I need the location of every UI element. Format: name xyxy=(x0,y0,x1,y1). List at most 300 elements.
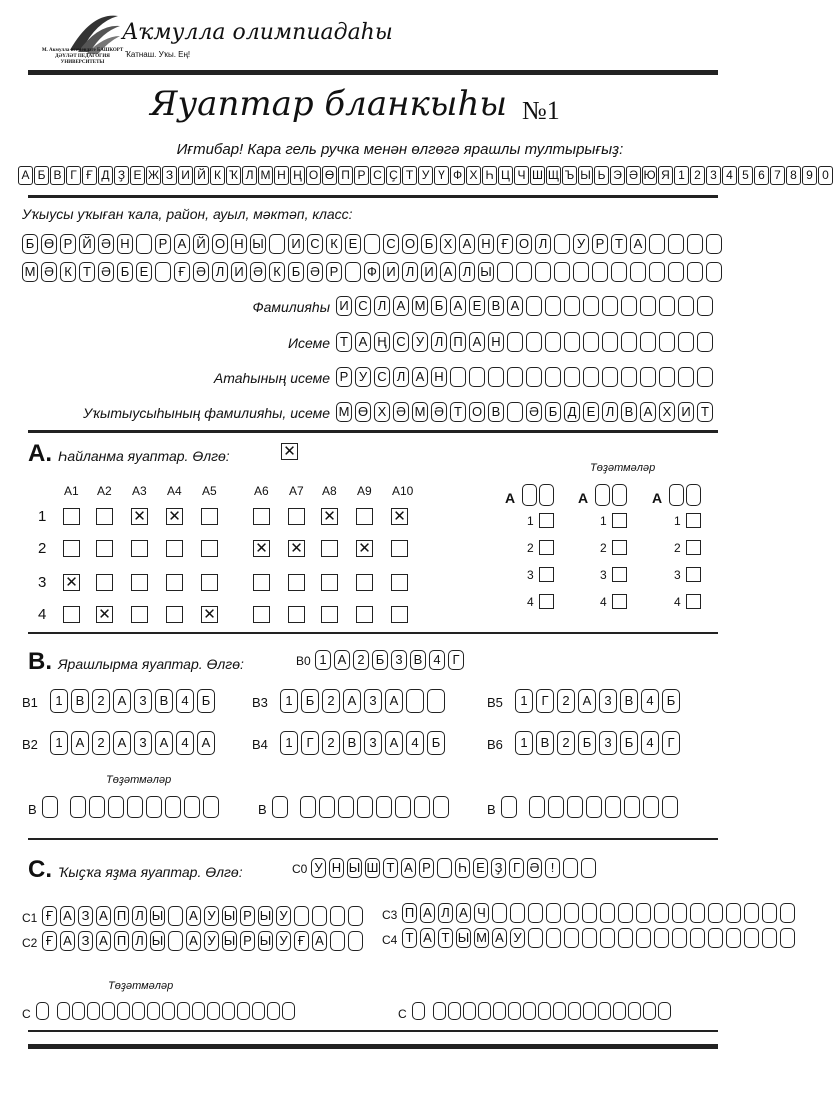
letter-cell[interactable] xyxy=(554,262,570,282)
letter-cell[interactable] xyxy=(102,1002,115,1020)
letter-cell[interactable] xyxy=(697,332,713,352)
letter-cell[interactable]: 1 xyxy=(280,689,298,713)
letter-cell[interactable] xyxy=(567,796,583,818)
letter-cell[interactable]: Г xyxy=(536,689,554,713)
field-cells[interactable] xyxy=(336,332,716,352)
letter-cell[interactable]: М xyxy=(336,402,352,422)
answer-cells[interactable] xyxy=(402,903,798,923)
letter-cell[interactable] xyxy=(203,796,219,818)
answer-checkbox[interactable] xyxy=(96,508,113,525)
letter-cell[interactable] xyxy=(643,796,659,818)
letter-cell[interactable]: Л xyxy=(431,332,447,352)
letter-cell[interactable] xyxy=(117,1002,130,1020)
letter-cell[interactable] xyxy=(662,796,678,818)
answer-cells[interactable] xyxy=(50,731,218,755)
letter-cell[interactable] xyxy=(564,332,580,352)
letter-cell[interactable]: Х xyxy=(374,402,390,422)
letter-cell[interactable]: 1 xyxy=(515,731,533,755)
letter-cell[interactable] xyxy=(592,262,608,282)
letter-cell[interactable]: А xyxy=(412,367,428,387)
letter-cell[interactable]: Б xyxy=(662,689,680,713)
letter-cell[interactable] xyxy=(528,928,543,948)
correction-number-cell[interactable] xyxy=(522,484,537,506)
correction-number-cell[interactable] xyxy=(669,484,684,506)
letter-cell[interactable]: Ы xyxy=(250,234,266,254)
letter-cell[interactable] xyxy=(583,332,599,352)
letter-cell[interactable]: А xyxy=(401,858,416,878)
letter-cell[interactable]: Ә xyxy=(41,262,57,282)
letter-cell[interactable] xyxy=(546,903,561,923)
answer-checkbox[interactable] xyxy=(63,606,80,623)
letter-cell[interactable] xyxy=(672,903,687,923)
letter-cell[interactable]: Ы xyxy=(258,906,273,926)
answer-checkbox[interactable]: ✕ xyxy=(391,508,408,525)
letter-cell[interactable] xyxy=(697,367,713,387)
letter-cell[interactable] xyxy=(678,296,694,316)
letter-cell[interactable] xyxy=(640,367,656,387)
letter-cell[interactable] xyxy=(36,1002,49,1020)
letter-cell[interactable]: Л xyxy=(132,931,147,951)
letter-cell[interactable]: А xyxy=(420,928,435,948)
letter-cell[interactable]: Д xyxy=(564,402,580,422)
letter-cell[interactable] xyxy=(687,234,703,254)
letter-cell[interactable] xyxy=(294,906,309,926)
letter-cell[interactable] xyxy=(583,296,599,316)
letter-cell[interactable]: Р xyxy=(419,858,434,878)
letter-cell[interactable] xyxy=(469,367,485,387)
letter-cell[interactable] xyxy=(583,367,599,387)
answer-checkbox[interactable] xyxy=(288,508,305,525)
letter-cell[interactable] xyxy=(762,903,777,923)
letter-cell[interactable]: Т xyxy=(611,234,627,254)
letter-cell[interactable] xyxy=(414,796,430,818)
letter-cell[interactable]: А xyxy=(186,906,201,926)
letter-cell[interactable]: Ҙ xyxy=(491,858,506,878)
letter-cell[interactable]: А xyxy=(197,731,215,755)
letter-cell[interactable] xyxy=(687,262,703,282)
letter-cell[interactable] xyxy=(546,928,561,948)
letter-cell[interactable]: М xyxy=(474,928,489,948)
answer-cells[interactable] xyxy=(402,928,798,948)
letter-cell[interactable]: В xyxy=(71,689,89,713)
letter-cell[interactable]: А xyxy=(155,731,173,755)
letter-cell[interactable]: О xyxy=(469,402,485,422)
letter-cell[interactable]: Ә xyxy=(307,262,323,282)
letter-cell[interactable]: А xyxy=(450,296,466,316)
letter-cell[interactable]: Ә xyxy=(250,262,266,282)
answer-checkbox[interactable] xyxy=(321,606,338,623)
letter-cell[interactable] xyxy=(330,906,345,926)
letter-cell[interactable]: И xyxy=(288,234,304,254)
letter-cell[interactable]: Ғ xyxy=(42,931,57,951)
answer-checkbox[interactable] xyxy=(201,574,218,591)
letter-cell[interactable] xyxy=(582,928,597,948)
letter-cell[interactable]: Р xyxy=(155,234,171,254)
correction-checkbox[interactable] xyxy=(539,567,554,582)
letter-cell[interactable]: Ы xyxy=(150,906,165,926)
letter-cell[interactable]: А xyxy=(60,931,75,951)
letter-cell[interactable] xyxy=(643,1002,656,1020)
letter-cell[interactable] xyxy=(300,796,316,818)
letter-cell[interactable] xyxy=(780,928,795,948)
letter-cell[interactable]: 3 xyxy=(364,731,382,755)
letter-cell[interactable]: Р xyxy=(592,234,608,254)
letter-cell[interactable] xyxy=(649,262,665,282)
letter-cell[interactable]: 4 xyxy=(176,731,194,755)
letter-cell[interactable] xyxy=(526,296,542,316)
letter-cell[interactable]: М xyxy=(412,296,428,316)
letter-cell[interactable] xyxy=(146,796,162,818)
letter-cell[interactable]: П xyxy=(402,903,417,923)
letter-cell[interactable]: С xyxy=(355,296,371,316)
letter-cell[interactable] xyxy=(168,906,183,926)
letter-cell[interactable]: А xyxy=(113,689,131,713)
letter-cell[interactable]: Ә xyxy=(431,402,447,422)
letter-cell[interactable] xyxy=(605,796,621,818)
letter-cell[interactable]: Н xyxy=(231,234,247,254)
letter-cell[interactable] xyxy=(177,1002,190,1020)
letter-cell[interactable]: Ә xyxy=(526,402,542,422)
letter-cell[interactable]: П xyxy=(114,906,129,926)
field-cells[interactable] xyxy=(336,367,716,387)
letter-cell[interactable]: О xyxy=(402,234,418,254)
answer-checkbox[interactable] xyxy=(201,540,218,557)
letter-cell[interactable] xyxy=(624,796,640,818)
letter-cell[interactable]: А xyxy=(469,332,485,352)
answer-checkbox[interactable]: ✕ xyxy=(253,540,270,557)
letter-cell[interactable] xyxy=(507,402,523,422)
answer-checkbox[interactable] xyxy=(131,606,148,623)
letter-cell[interactable]: У xyxy=(355,367,371,387)
letter-cell[interactable] xyxy=(267,1002,280,1020)
letter-cell[interactable] xyxy=(708,928,723,948)
letter-cell[interactable] xyxy=(563,858,578,878)
letter-cell[interactable] xyxy=(330,931,345,951)
letter-cell[interactable]: Р xyxy=(60,234,76,254)
letter-cell[interactable]: 2 xyxy=(92,731,110,755)
answer-checkbox[interactable] xyxy=(253,574,270,591)
letter-cell[interactable]: А xyxy=(385,731,403,755)
letter-cell[interactable] xyxy=(136,234,152,254)
letter-cell[interactable] xyxy=(621,367,637,387)
letter-cell[interactable]: П xyxy=(450,332,466,352)
letter-cell[interactable]: Ы xyxy=(222,906,237,926)
answer-cells[interactable] xyxy=(515,689,683,713)
letter-cell[interactable] xyxy=(780,903,795,923)
letter-cell[interactable]: У xyxy=(412,332,428,352)
letter-cell[interactable]: Е xyxy=(473,858,488,878)
letter-cell[interactable]: А xyxy=(630,234,646,254)
answer-checkbox[interactable] xyxy=(131,574,148,591)
letter-cell[interactable] xyxy=(348,931,363,951)
correction-checkbox[interactable] xyxy=(539,540,554,555)
letter-cell[interactable]: Л xyxy=(393,367,409,387)
letter-cell[interactable] xyxy=(89,796,105,818)
letter-cell[interactable] xyxy=(581,858,596,878)
letter-cell[interactable]: Л xyxy=(212,262,228,282)
answer-checkbox[interactable]: ✕ xyxy=(201,606,218,623)
letter-cell[interactable]: 3 xyxy=(134,731,152,755)
letter-cell[interactable]: А xyxy=(456,903,471,923)
letter-cell[interactable]: К xyxy=(60,262,76,282)
letter-cell[interactable]: Ә xyxy=(193,262,209,282)
correction-checkbox[interactable] xyxy=(612,594,627,609)
letter-cell[interactable] xyxy=(269,234,285,254)
letter-cell[interactable]: 1 xyxy=(280,731,298,755)
letter-cell[interactable] xyxy=(658,1002,671,1020)
letter-cell[interactable] xyxy=(192,1002,205,1020)
letter-cell[interactable]: В xyxy=(488,296,504,316)
answer-checkbox[interactable]: ✕ xyxy=(356,540,373,557)
letter-cell[interactable] xyxy=(412,1002,425,1020)
letter-cell[interactable]: 3 xyxy=(364,689,382,713)
letter-cell[interactable]: 4 xyxy=(406,731,424,755)
letter-cell[interactable]: Ы xyxy=(258,931,273,951)
field-cells[interactable] xyxy=(336,402,716,422)
letter-cell[interactable]: 2 xyxy=(322,689,340,713)
letter-cell[interactable]: У xyxy=(510,928,525,948)
letter-cell[interactable] xyxy=(538,1002,551,1020)
letter-cell[interactable] xyxy=(690,928,705,948)
letter-cell[interactable]: 2 xyxy=(92,689,110,713)
letter-cell[interactable]: 3 xyxy=(599,731,617,755)
letter-cell[interactable] xyxy=(564,903,579,923)
answer-cells[interactable] xyxy=(42,931,366,951)
letter-cell[interactable]: А xyxy=(174,234,190,254)
letter-cell[interactable]: Н xyxy=(478,234,494,254)
letter-cell[interactable] xyxy=(493,1002,506,1020)
letter-cell[interactable]: Һ xyxy=(455,858,470,878)
letter-cell[interactable]: Б xyxy=(545,402,561,422)
letter-cell[interactable]: А xyxy=(334,650,350,670)
letter-cell[interactable]: Ч xyxy=(474,903,489,923)
correction-checkbox[interactable] xyxy=(539,594,554,609)
letter-cell[interactable]: Л xyxy=(132,906,147,926)
letter-cell[interactable]: А xyxy=(186,931,201,951)
answer-checkbox[interactable] xyxy=(356,606,373,623)
correction-checkbox[interactable] xyxy=(686,513,701,528)
letter-cell[interactable] xyxy=(613,1002,626,1020)
letter-cell[interactable] xyxy=(448,1002,461,1020)
letter-cell[interactable]: И xyxy=(421,262,437,282)
letter-cell[interactable]: Й xyxy=(79,234,95,254)
letter-cell[interactable] xyxy=(319,796,335,818)
letter-cell[interactable]: Г xyxy=(662,731,680,755)
letter-cell[interactable]: А xyxy=(355,332,371,352)
letter-cell[interactable] xyxy=(72,1002,85,1020)
letter-cell[interactable]: Н xyxy=(488,332,504,352)
answer-checkbox[interactable] xyxy=(253,508,270,525)
answer-checkbox[interactable] xyxy=(166,540,183,557)
letter-cell[interactable] xyxy=(508,1002,521,1020)
letter-cell[interactable] xyxy=(348,906,363,926)
letter-cell[interactable] xyxy=(640,332,656,352)
letter-cell[interactable]: К xyxy=(269,262,285,282)
letter-cell[interactable] xyxy=(744,903,759,923)
letter-cell[interactable]: Г xyxy=(301,731,319,755)
letter-cell[interactable] xyxy=(526,332,542,352)
letter-cell[interactable] xyxy=(57,1002,70,1020)
letter-cell[interactable]: С xyxy=(383,234,399,254)
letter-cell[interactable]: Ғ xyxy=(42,906,57,926)
letter-cell[interactable]: А xyxy=(440,262,456,282)
answer-cells[interactable] xyxy=(515,731,683,755)
letter-cell[interactable] xyxy=(690,903,705,923)
letter-cell[interactable] xyxy=(602,296,618,316)
letter-cell[interactable] xyxy=(364,234,380,254)
letter-cell[interactable]: Р xyxy=(336,367,352,387)
letter-cell[interactable]: В xyxy=(410,650,426,670)
letter-cell[interactable]: В xyxy=(343,731,361,755)
letter-cell[interactable]: М xyxy=(412,402,428,422)
answer-checkbox[interactable] xyxy=(96,574,113,591)
letter-cell[interactable]: И xyxy=(383,262,399,282)
letter-cell[interactable]: А xyxy=(96,906,111,926)
letter-cell[interactable] xyxy=(312,906,327,926)
letter-cell[interactable]: 3 xyxy=(134,689,152,713)
letter-cell[interactable]: А xyxy=(507,296,523,316)
letter-cell[interactable]: П xyxy=(114,931,129,951)
letter-cell[interactable]: С xyxy=(393,332,409,352)
letter-cell[interactable]: Ә xyxy=(98,262,114,282)
letter-cell[interactable]: 2 xyxy=(353,650,369,670)
letter-cell[interactable]: А xyxy=(459,234,475,254)
letter-cell[interactable] xyxy=(583,1002,596,1020)
letter-cell[interactable]: ! xyxy=(545,858,560,878)
answer-checkbox[interactable]: ✕ xyxy=(166,508,183,525)
letter-cell[interactable] xyxy=(726,903,741,923)
answer-checkbox[interactable] xyxy=(288,574,305,591)
letter-cell[interactable]: Б xyxy=(301,689,319,713)
letter-cell[interactable] xyxy=(478,1002,491,1020)
correction-checkbox[interactable] xyxy=(686,567,701,582)
letter-cell[interactable]: Б xyxy=(421,234,437,254)
letter-cell[interactable] xyxy=(553,1002,566,1020)
letter-cell[interactable]: Т xyxy=(336,332,352,352)
letter-cell[interactable]: Т xyxy=(79,262,95,282)
letter-cell[interactable]: Л xyxy=(402,262,418,282)
letter-cell[interactable]: В xyxy=(621,402,637,422)
answer-checkbox[interactable] xyxy=(166,574,183,591)
correction-checkbox[interactable] xyxy=(612,567,627,582)
letter-cell[interactable] xyxy=(668,262,684,282)
letter-cell[interactable] xyxy=(433,1002,446,1020)
letter-cell[interactable] xyxy=(628,1002,641,1020)
letter-cell[interactable]: А xyxy=(312,931,327,951)
answer-checkbox[interactable] xyxy=(253,606,270,623)
letter-cell[interactable] xyxy=(510,903,525,923)
letter-cell[interactable] xyxy=(127,796,143,818)
correction-checkbox[interactable] xyxy=(539,513,554,528)
letter-cell[interactable]: А xyxy=(60,906,75,926)
letter-cell[interactable] xyxy=(636,928,651,948)
letter-cell[interactable]: У xyxy=(204,906,219,926)
letter-cell[interactable] xyxy=(654,928,669,948)
letter-cell[interactable]: Л xyxy=(535,234,551,254)
letter-cell[interactable] xyxy=(147,1002,160,1020)
letter-cell[interactable]: 4 xyxy=(429,650,445,670)
answer-cells[interactable] xyxy=(280,731,448,755)
letter-cell[interactable]: Е xyxy=(136,262,152,282)
letter-cell[interactable] xyxy=(406,689,424,713)
letter-cell[interactable]: Б xyxy=(431,296,447,316)
letter-cell[interactable]: 2 xyxy=(322,731,340,755)
letter-cell[interactable]: 4 xyxy=(641,731,659,755)
letter-cell[interactable] xyxy=(630,262,646,282)
letter-cell[interactable]: С xyxy=(374,367,390,387)
letter-cell[interactable]: Е xyxy=(345,234,361,254)
letter-cell[interactable]: Р xyxy=(240,931,255,951)
letter-cell[interactable]: 1 xyxy=(315,650,331,670)
letter-cell[interactable] xyxy=(586,796,602,818)
letter-cell[interactable] xyxy=(165,796,181,818)
answer-checkbox[interactable]: ✕ xyxy=(63,574,80,591)
letter-cell[interactable]: Т xyxy=(450,402,466,422)
letter-cell[interactable] xyxy=(564,367,580,387)
school-line-1[interactable] xyxy=(22,234,725,254)
letter-cell[interactable] xyxy=(545,367,561,387)
letter-cell[interactable] xyxy=(545,332,561,352)
letter-cell[interactable]: В xyxy=(620,689,638,713)
letter-cell[interactable]: В xyxy=(488,402,504,422)
letter-cell[interactable] xyxy=(237,1002,250,1020)
letter-cell[interactable]: А xyxy=(71,731,89,755)
letter-cell[interactable]: Т xyxy=(383,858,398,878)
answer-checkbox[interactable]: ✕ xyxy=(96,606,113,623)
letter-cell[interactable]: Ф xyxy=(364,262,380,282)
letter-cell[interactable]: Л xyxy=(438,903,453,923)
letter-cell[interactable] xyxy=(222,1002,235,1020)
letter-cell[interactable] xyxy=(450,367,466,387)
letter-cell[interactable]: Р xyxy=(326,262,342,282)
letter-cell[interactable] xyxy=(545,296,561,316)
correction-checkbox[interactable] xyxy=(686,594,701,609)
letter-cell[interactable] xyxy=(492,903,507,923)
answer-checkbox[interactable] xyxy=(391,606,408,623)
school-line-2[interactable] xyxy=(22,262,725,282)
letter-cell[interactable] xyxy=(376,796,392,818)
letter-cell[interactable]: Е xyxy=(583,402,599,422)
letter-cell[interactable]: Л xyxy=(459,262,475,282)
letter-cell[interactable]: Ғ xyxy=(294,931,309,951)
letter-cell[interactable]: Ә xyxy=(393,402,409,422)
answer-checkbox[interactable] xyxy=(288,606,305,623)
letter-cell[interactable] xyxy=(706,262,722,282)
letter-cell[interactable]: Т xyxy=(402,928,417,948)
letter-cell[interactable]: 2 xyxy=(557,689,575,713)
letter-cell[interactable]: 3 xyxy=(391,650,407,670)
letter-cell[interactable] xyxy=(87,1002,100,1020)
correction-number-cell[interactable] xyxy=(612,484,627,506)
letter-cell[interactable] xyxy=(621,332,637,352)
correction-cells[interactable] xyxy=(272,796,452,818)
letter-cell[interactable]: Ы xyxy=(456,928,471,948)
letter-cell[interactable] xyxy=(573,262,589,282)
answer-checkbox[interactable] xyxy=(201,508,218,525)
letter-cell[interactable] xyxy=(668,234,684,254)
letter-cell[interactable]: А xyxy=(113,731,131,755)
letter-cell[interactable] xyxy=(564,928,579,948)
answer-checkbox[interactable] xyxy=(356,508,373,525)
letter-cell[interactable]: А xyxy=(393,296,409,316)
letter-cell[interactable] xyxy=(272,796,288,818)
correction-cells[interactable] xyxy=(42,796,222,818)
letter-cell[interactable] xyxy=(526,367,542,387)
letter-cell[interactable] xyxy=(618,903,633,923)
letter-cell[interactable] xyxy=(132,1002,145,1020)
letter-cell[interactable]: 1 xyxy=(515,689,533,713)
letter-cell[interactable]: В xyxy=(536,731,554,755)
